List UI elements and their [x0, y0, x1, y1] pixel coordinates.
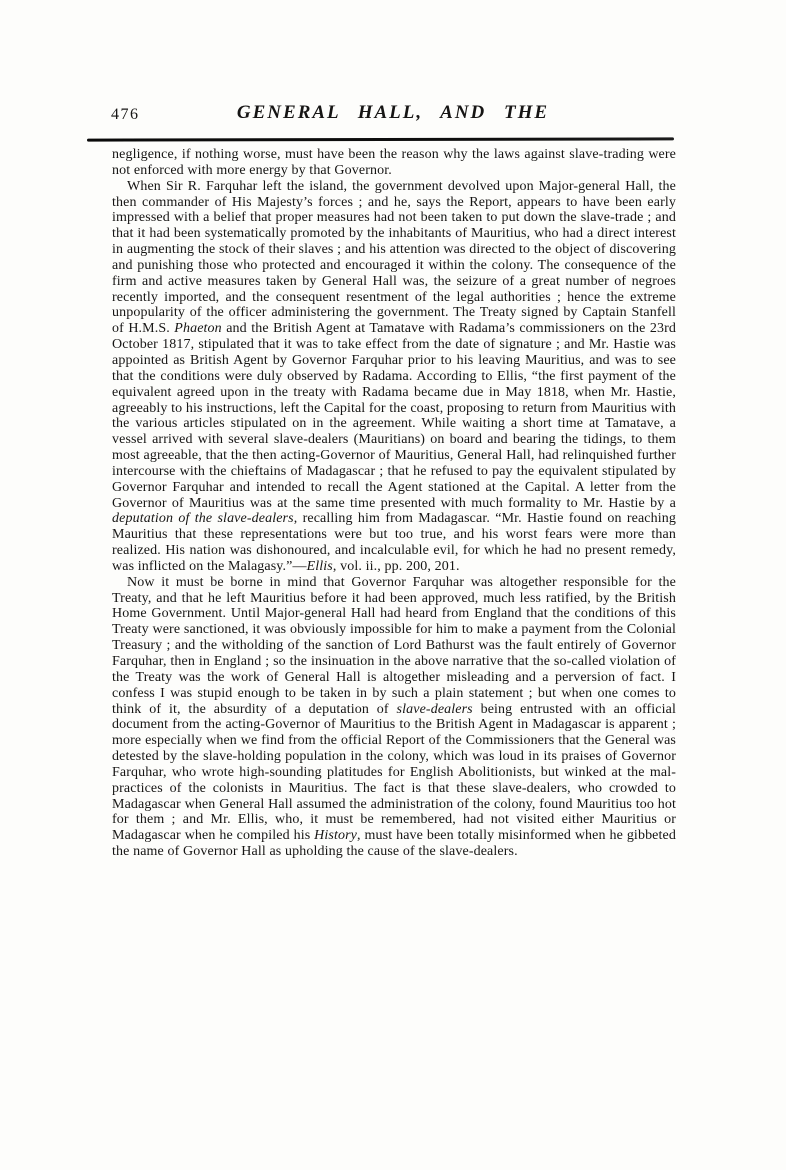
- text-run: , must have been totally misinformed when he gibbeted the name of Governor Hall as upholding the cause of the slave-dealers.: [112, 828, 676, 860]
- italic-text-run: History: [314, 828, 358, 844]
- text-run: , vol. ii., pp. 200, 201.: [332, 558, 460, 574]
- text-run: negligence, if nothing worse, must have been the reason why the laws against slave-trading were not enforced with more energy by that Governor.: [112, 147, 676, 178]
- text-run: being entrusted with an official document from the acting-Governor of Mauritius to the British Agent in Madagascar is apparent ; more especially when we find from the official Report of the Commissioners that the General was detested by the slave-holding population in the colony, which was loud in its praises of Governor Farquhar, who wrote high-sounding platitudes for English Abolitionists, but winked at the mal-practices of the colonists in Mauritius. The fact is that these slave-dealers, who crowded to Madagascar when General Hall assumed the administration of the colony, found Mauritius too hot for them ; and Mr. Ellis, who, it must be remembered, had not visited either Mauritius or Madagascar when he compiled his: [112, 701, 676, 844]
- text-run: When Sir R. Farquhar left the island, the government devolved upon Major-general Hall, the then commander of His Majesty’s forces ; and he, says the Report, appears to have been early impressed with a belief that proper measures had not been taken to put down the slave-trade ; and that it had been systematically promoted by the inhabitants of Mauritius, who had a direct interest in augmenting the stock of their slaves ; and his attention was directed to the object of discovering and punishing those who protected and encouraged it within the colony. The consequence of the firm and active measures taken by General Hall was, the seizure of a great number of negroes recently imported, and the consequent resentment of the legal authorities ; hence the extreme unpopularity of the officer administering the government. The Treaty signed by Captain Stanfell of H.M.S.: [112, 178, 676, 337]
- paragraph-now-it-must: [112, 575, 676, 860]
- italic-text-run: Ellis: [306, 558, 333, 574]
- italic-text-run: deputation of the slave-dealers: [112, 511, 294, 527]
- page-number: 476: [111, 106, 140, 123]
- text-run: Now it must be borne in mind that Governor Farquhar was altogether responsible for the Treaty, and that he left Mauritius before it had been approved, much less ratified, by the British Home Government. Until Major-general Hall had heard from England that the conditions of this Treaty were sanctioned, it was obviously impossible for him to make a payment from the Colonial Treasury ; and the witholding of the sanction of Lord Bathurst was the fault entirely of Governor Farquhar, then in England ; so the insinuation in the above narrative that the so-called violation of the Treaty was the work of General Hall is altogether misleading and a perversion of fact. I confess I was stupid enough to be taken in by such a plain statement ; but when one comes to think of it, the absurdity of a deputation of: [112, 574, 676, 717]
- text-run: , recalling him from Madagascar. “Mr. Hastie found on reaching Mauritius that these representations were but too true, and his worst fears were more than realized. His nation was dishonoured, and incalculable evil, for which he had no present remedy, was inflicted on the Malagasy.”—: [112, 511, 676, 574]
- paragraph-when-sir-farquhar: [112, 179, 676, 575]
- running-header: GENERAL HALL, AND THE: [236, 102, 550, 123]
- italic-text-run: slave-dealers: [396, 701, 473, 717]
- italic-text-run: Phaeton: [174, 321, 222, 337]
- header-rule-divider: [87, 137, 674, 141]
- text-block: [112, 147, 676, 860]
- paragraph-continuation: [112, 147, 676, 179]
- text-run: and the British Agent at Tamatave with Radama’s commissioners on the 23rd October 1817, stipulated that it was to take effect from the date of signature ; and Mr. Hastie was appointed as British Agent by Governor Farquhar prior to his leaving Mauritius, and was to see that the conditions were duly observed by Radama. According to Ellis, “the first payment of the equivalent agreed upon in the treaty with Radama became due in May 1818, when Mr. Hastie, agreeably to his instructions, left the Capital for the coast, proposing to return from Mauritius with the various articles stipulated on in the agreement. While waiting a short time at Tamatave, a vessel arrived with several slave-dealers (Mauritians) on board and bearing the tidings, to them most agreeable, that the then acting-Governor of Mauritius, General Hall, had relinquished further intercourse with the chieftains of Madagascar ; that he refused to pay the equivalent stipulated by Governor Farquhar and intended to recall the Agent stationed at the Capital. A letter from the Governor of Mauritius was at the same time presented with much formality to Mr. Hastie by a: [112, 321, 676, 511]
